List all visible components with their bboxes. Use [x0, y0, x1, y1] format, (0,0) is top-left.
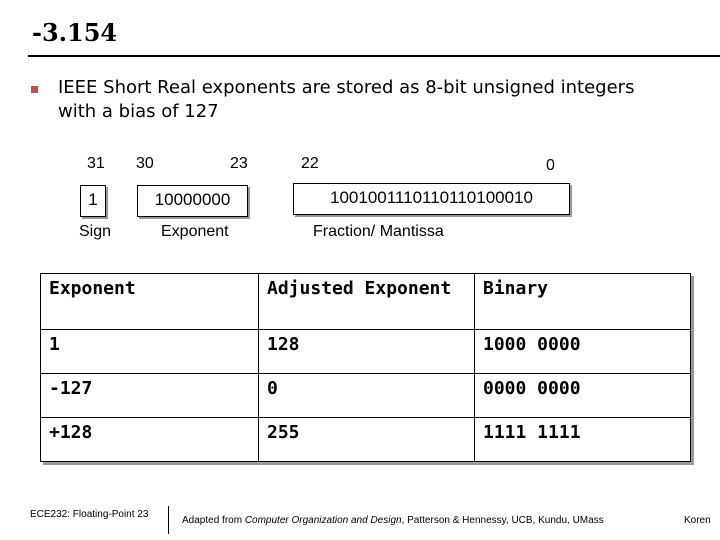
footer-attribution-suffix: , Patterson & Hennessy, UCB, Kundu, UMass: [401, 515, 604, 526]
fraction-field-box: 1001001110110110100010: [293, 183, 570, 215]
table-cell: 128: [259, 330, 475, 374]
table-header-row: [41, 274, 691, 330]
fraction-label: Fraction/ Mantissa: [313, 223, 444, 240]
exponent-label: Exponent: [161, 223, 229, 240]
exponent-field-box: 10000000: [137, 185, 248, 217]
sign-label: Sign: [79, 223, 112, 240]
footer-attribution-prefix: Adapted from: [182, 515, 245, 526]
table-cell: 1: [41, 330, 259, 374]
bullet-text: IEEE Short Real exponents are stored as 8-bit unsigned integers with a bias of 127: [58, 77, 635, 122]
table-cell: 0000 0000: [475, 374, 691, 418]
bit-0-label: 0: [546, 157, 555, 174]
slide-title: -3.154: [32, 18, 118, 47]
title-divider: [28, 55, 720, 57]
table-cell: 1000 0000: [475, 330, 691, 374]
table-cell: +128: [41, 418, 259, 462]
bit-30-label: 30: [136, 155, 154, 172]
bit-22-label: 22: [301, 155, 319, 172]
header-exponent: Exponent: [41, 274, 259, 330]
sign-field-box: 1: [80, 185, 106, 217]
table-row: [41, 330, 691, 374]
exponent-bias-table: [40, 273, 691, 462]
bullet-square-icon: [31, 86, 38, 93]
table-cell: 255: [259, 418, 475, 462]
bit-23-label: 23: [230, 155, 248, 172]
bit-31-label: 31: [87, 155, 105, 172]
table-cell: -127: [41, 374, 259, 418]
header-adjusted-exponent: Adjusted Exponent: [259, 274, 475, 330]
table-row: [41, 374, 691, 418]
footer-book-title: Computer Organization and Design: [244, 515, 402, 526]
table-cell: 1111 1111: [475, 418, 691, 462]
footer-author: Koren: [684, 515, 711, 526]
footer-course-label: ECE232: Floating-Point 23: [30, 509, 149, 520]
table-cell: 0: [259, 374, 475, 418]
footer-attribution: [182, 515, 604, 526]
table-row: [41, 418, 691, 462]
header-binary: Binary: [475, 274, 691, 330]
